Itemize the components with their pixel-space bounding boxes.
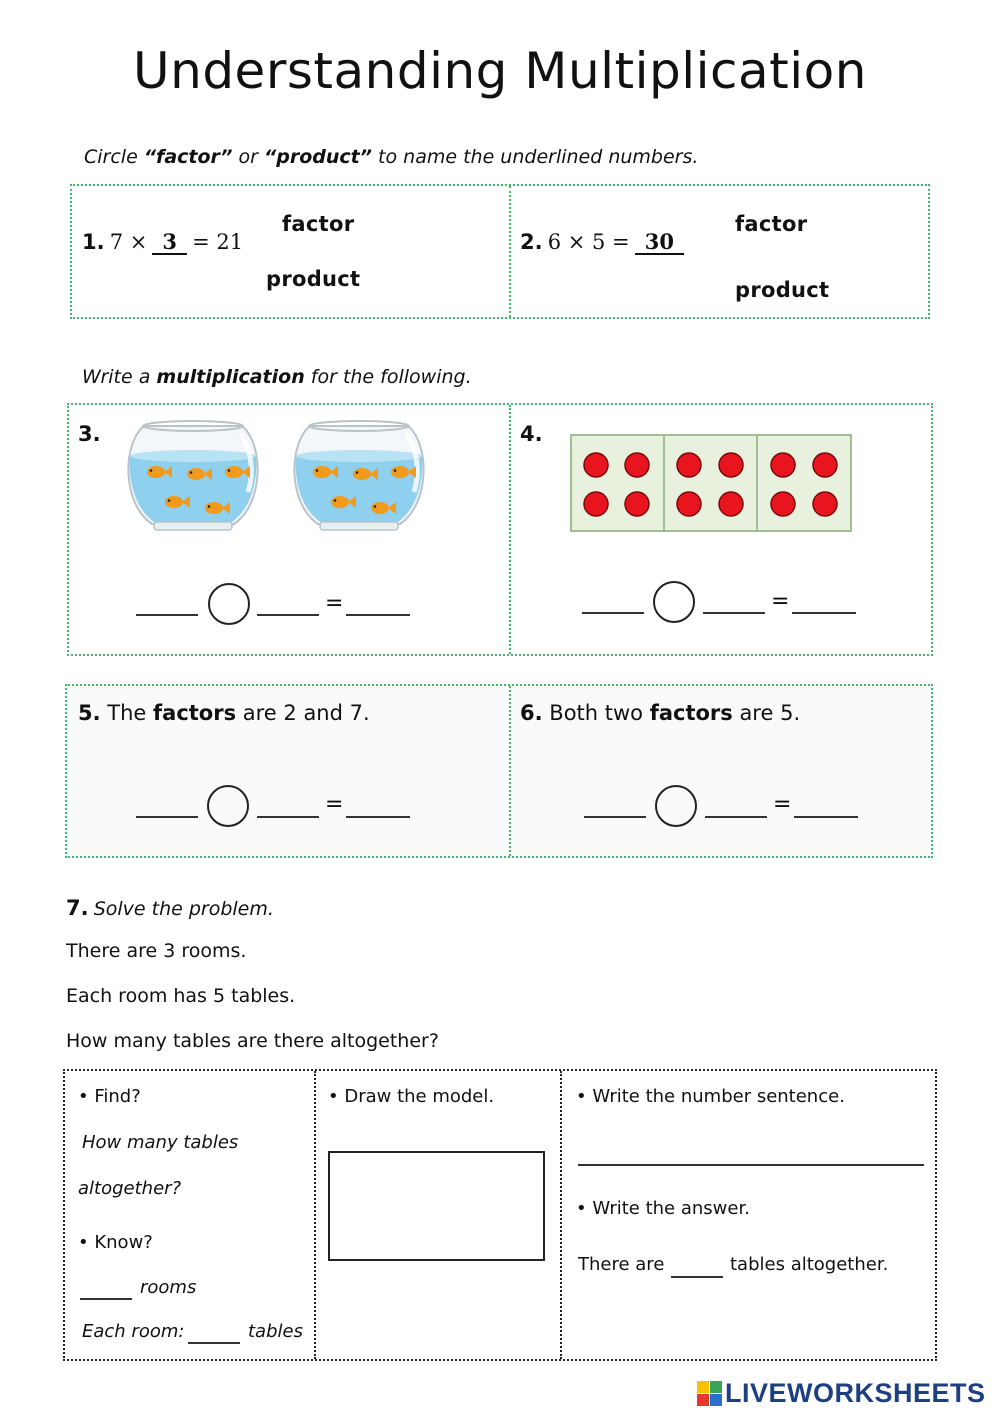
problem-table-divider-2 [560,1071,562,1359]
q1-factor-option[interactable]: factor [282,212,355,236]
q3-blank-product[interactable] [346,614,410,616]
liveworksheets-logo-text: LIVEWORKSHEETS [725,1378,986,1408]
find-label: • Find? [78,1086,141,1107]
fish-bowl-2 [294,421,423,530]
liveworksheets-logo-icon [697,1381,723,1407]
draw-model-label: • Draw the model. [328,1086,495,1107]
there-are-text: There are [578,1254,665,1275]
q2-factor-option[interactable]: factor [735,212,808,236]
rooms-label: rooms [140,1277,197,1298]
problem-line-3: How many tables are there altogether? [66,1030,439,1052]
answer-label: • Write the answer. [576,1198,750,1219]
q5-blank-factor1[interactable] [136,816,198,818]
question-5: 5. The factors are 2 and 7. [78,701,370,725]
dot-array-illustration [570,434,852,532]
q5-blank-product[interactable] [346,816,410,818]
section2-instruction: Write a multiplication for the following. [82,366,472,388]
fish-bowls-illustration [120,412,430,537]
q5-blank-factor2[interactable] [257,816,319,818]
q4-blank-factor1[interactable] [582,612,644,614]
question-2: 2. 6 × 5 = 30 [520,230,684,255]
problem-table-divider-1 [314,1071,316,1359]
q1-q2-divider [509,186,511,317]
q6-operator-circle[interactable] [655,785,697,827]
q6-blank-factor1[interactable] [584,816,646,818]
question-6: 6. Both two factors are 5. [520,701,801,725]
tables-label: tables [248,1321,303,1342]
q5-equals: = [325,792,344,817]
number-sentence-line[interactable] [578,1164,924,1166]
tables-per-room-blank[interactable] [188,1342,240,1344]
problem-7-heading: 7. Solve the problem. [66,896,274,920]
q3-operator-circle[interactable] [208,583,250,625]
number-sentence-label: • Write the number sentence. [576,1086,845,1107]
tables-altogether-text: tables altogether. [730,1254,889,1275]
problem-line-1: There are 3 rooms. [66,940,247,962]
section1-instruction: Circle “factor” or “product” to name the underlined numbers. [84,146,699,168]
q4-operator-circle[interactable] [653,581,695,623]
find-text-2: altogether? [78,1178,182,1199]
underlined-number-3: 3 [152,230,187,255]
liveworksheets-logo [697,1378,986,1409]
q3-number: 3. [78,422,101,446]
q3-blank-factor1[interactable] [136,614,198,616]
q4-number: 4. [520,422,543,446]
q2-product-option[interactable]: product [735,278,830,302]
q4-blank-factor2[interactable] [703,612,765,614]
q3-equals: = [325,591,344,616]
q3-blank-factor2[interactable] [257,614,319,616]
q4-blank-product[interactable] [792,612,856,614]
page-title: Understanding Multiplication [133,42,867,100]
q6-blank-factor2[interactable] [705,816,767,818]
answer-blank[interactable] [671,1276,723,1278]
q6-blank-product[interactable] [794,816,858,818]
model-drawing-box[interactable] [328,1151,545,1261]
rooms-blank[interactable] [80,1298,132,1300]
know-label: • Know? [78,1232,153,1253]
each-room-label: Each room: [82,1321,185,1342]
question-1: 1. 7 × 3 = 21 [82,229,244,254]
problem-line-2: Each room has 5 tables. [66,985,296,1007]
q3-q4-divider [509,405,511,654]
q5-q6-divider [509,686,511,856]
q5-operator-circle[interactable] [207,785,249,827]
fish-bowl-1 [128,421,257,530]
q4-equals: = [771,589,790,614]
find-text-1: How many tables [82,1132,239,1153]
q6-equals: = [773,792,792,817]
q1-product-option[interactable]: product [266,267,361,291]
underlined-number-30: 30 [635,230,684,255]
